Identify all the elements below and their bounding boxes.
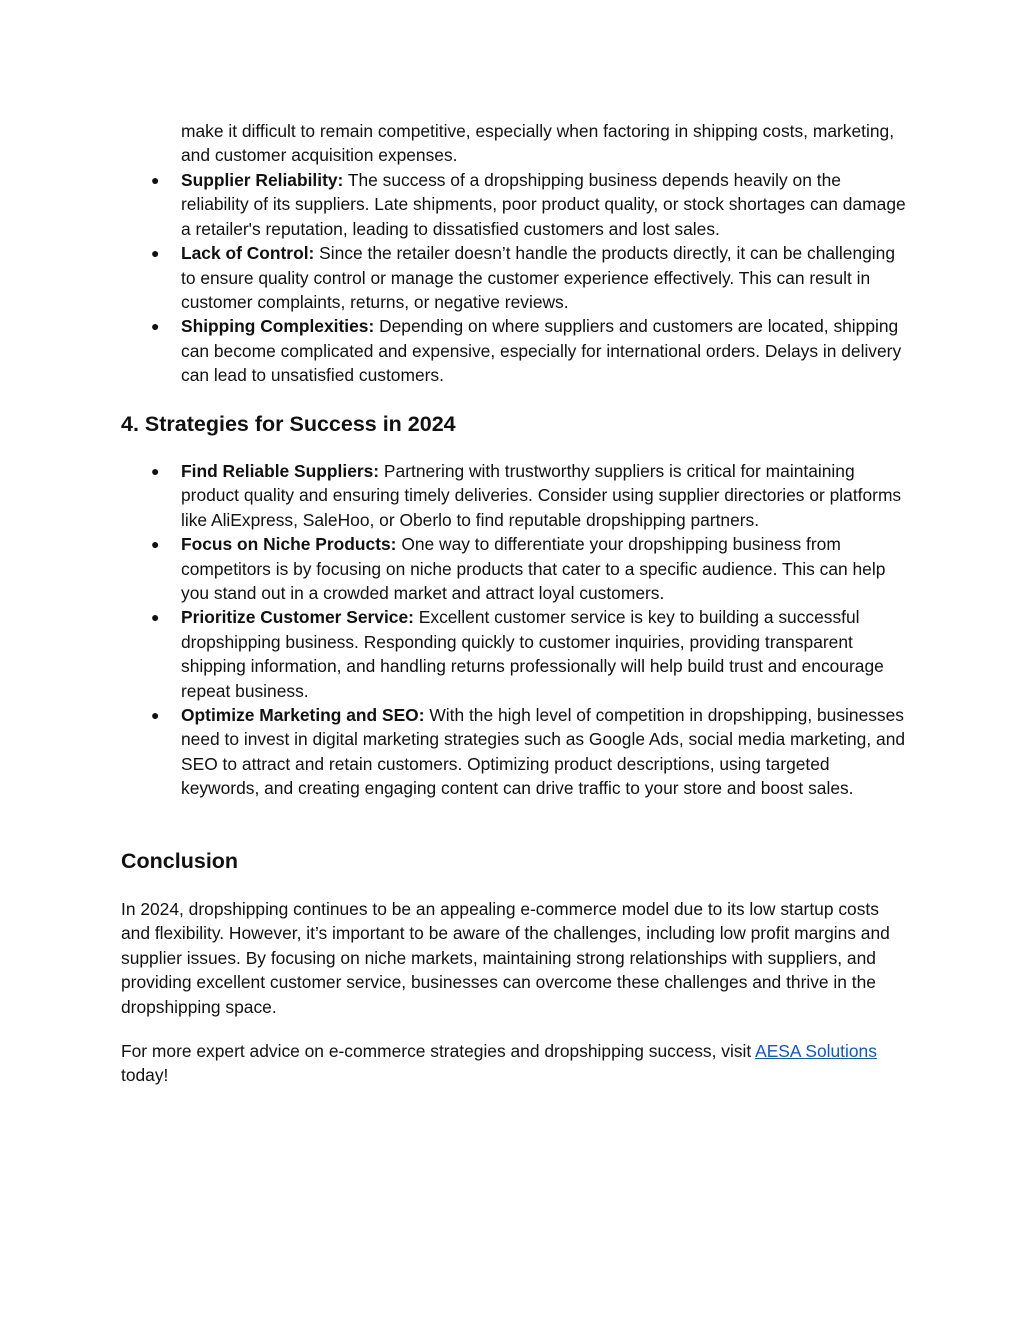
item-term: Shipping Complexities:	[181, 316, 375, 337]
cta-paragraph	[121, 1039, 891, 1088]
item-term: Lack of Control:	[181, 243, 315, 264]
bullet-glyph: ●	[151, 536, 160, 553]
list-item	[0, 241, 911, 314]
intro-continuation: make it difficult to remain competitive, especially when factoring in shipping costs, marketing, and customer acquisition expenses.	[181, 121, 895, 166]
bullet-glyph: ●	[151, 463, 160, 479]
bullet-glyph: ●	[151, 609, 160, 626]
item-text: With the high level of competition in dropshipping, businesses need to invest in digital marketing strategies such as Google Ads, social media marketing, and SEO to attract and retain customers. Optimizing product descriptions, using targeted keywords, and creating engaging content can drive traffic to your store and boost sales.	[181, 705, 906, 799]
item-term: Supplier Reliability:	[181, 170, 344, 190]
strategies-list	[0, 459, 1024, 801]
item-text: Partnering with trustworthy suppliers is critical for maintaining product quality and ensuring timely deliveries. Consider using supplier directories or platforms like AliExpress, SaleHoo, or Oberlo to find reputable dropshipping partners.	[181, 461, 902, 530]
bullet-glyph: ●	[151, 172, 160, 188]
conclusion-heading: Conclusion	[121, 849, 239, 873]
item-term: Focus on Niche Products:	[181, 534, 397, 555]
item-text: Since the retailer doesn’t handle the products directly, it can be challenging to ensure quality control or manage the customer experience effectively. This can result in customer complaints, returns, or negative reviews.	[181, 243, 896, 313]
item-text: One way to differentiate your dropshipping business from competitors is by focusing on niche products that cater to a specific audience. This can help you stand out in a crowded market and attract loyal customers.	[181, 534, 886, 604]
item-text: The success of a dropshipping business depends heavily on the reliability of its suppliers. Late shipments, poor product quality, or stock shortages can damage a retailer's reputation, leading to dissatisfied customers and lost sales.	[181, 170, 906, 239]
strategies-heading: 4. Strategies for Success in 2024	[121, 412, 456, 436]
list-item	[0, 605, 911, 703]
item-term: Prioritize Customer Service:	[181, 607, 414, 628]
item-text: Depending on where suppliers and customers are located, shipping can become complicated and expensive, especially for international orders. Delays in delivery can lead to unsatisfied customers.	[181, 316, 902, 386]
item-term: Find Reliable Suppliers:	[181, 461, 380, 481]
list-item	[0, 314, 911, 387]
challenges-list	[0, 168, 1024, 388]
cta-text-before: For more expert advice on e-commerce strategies and dropshipping success, visit	[121, 1041, 756, 1061]
bullet-glyph: ●	[151, 707, 160, 724]
bullet-glyph: ●	[151, 318, 160, 335]
list-item	[0, 168, 911, 241]
list-item	[0, 459, 911, 532]
list-item	[0, 703, 911, 801]
list-item	[0, 532, 911, 605]
item-term: Optimize Marketing and SEO:	[181, 705, 425, 726]
cta-text-after: today!	[121, 1065, 169, 1086]
conclusion-paragraph: In 2024, dropshipping continues to be an appealing e-commerce model due to its low startup costs and flexibility. However, it’s important to be aware of the challenges, including low profit margins and supplier issues. By focusing on niche markets, maintaining strong relationships with suppliers, and providing excellent customer service, businesses can overcome these challenges and thrive in the dropshipping space.	[121, 899, 890, 1017]
bullet-glyph: ●	[151, 245, 160, 262]
aesa-solutions-link[interactable]: AESA Solutions	[755, 1041, 877, 1061]
item-text: Excellent customer service is key to building a successful dropshipping business. Responding quickly to customer inquiries, providing transparent shipping information, and handling returns professionally will help build trust and encourage repeat business.	[181, 607, 884, 701]
